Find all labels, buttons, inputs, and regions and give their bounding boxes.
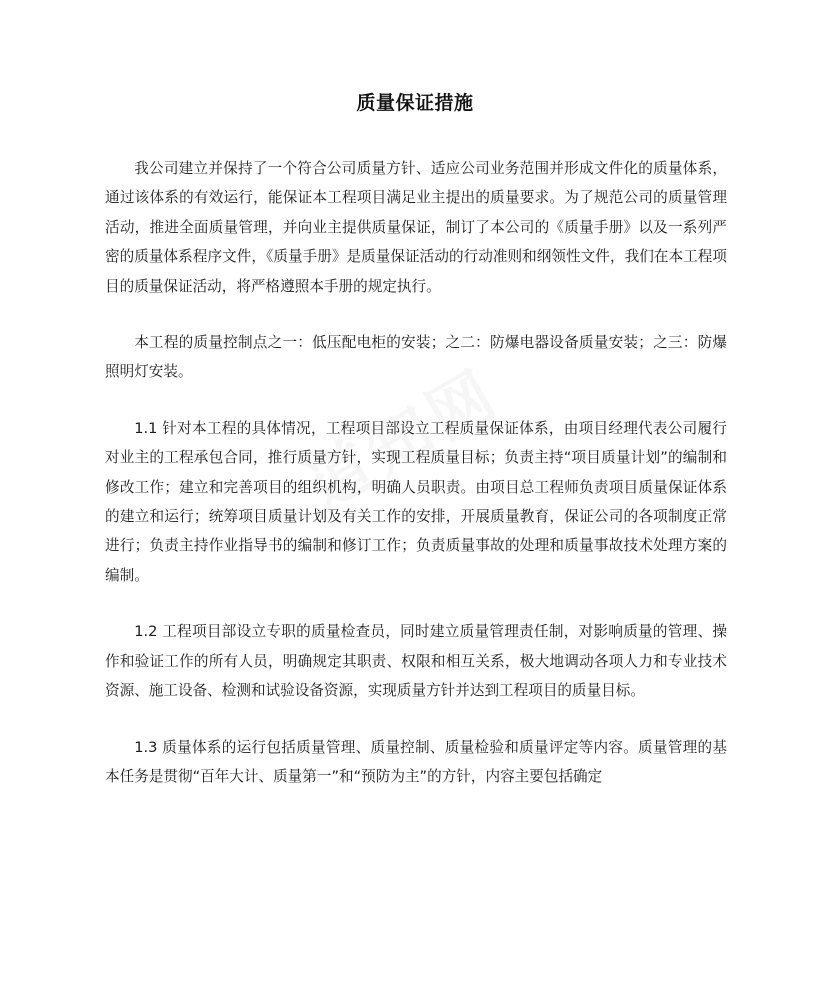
document-body (105, 154, 727, 818)
paragraph-control-points: 本工程的质量控制点之一：低压配电柜的安装；之二：防爆电器设备质量安装；之三：防爆照明灯安装。 (105, 334, 727, 381)
page-title: 质量保证措施 (356, 92, 474, 114)
paragraph-1-2: 1.2 工程项目部设立专职的质量检查员，同时建立质量管理责任制，对影响质量的管理、操作和验证工作的所有人员，明确规定其职责、权限和相互关系，极大地调动各项人力和专业技术资源、施工设备、检测和试验设备资源，实现质量方针并达到工程项目的质量目标。 (105, 623, 727, 700)
paragraph-1-1: 1.1 针对本工程的具体情况，工程项目部设立工程质量保证体系，由项目经理代表公司履行对业主的工程承包合同，推行质量方针，实现工程质量目标；负责主持“项目质量计划”的编制和修改工作；建立和完善项目的组织机构，明确人员职责。由项目总工程师负责项目质量保证体系的建立和运行；统筹项目质量计划及有关工作的安排，开展质量教育，保证公司的各项制度正常进行；负责主持作业指导书的编制和修订工作；负责质量事故的处理和质量事故技术处理方案的编制。 (105, 419, 727, 584)
paragraph-1-3: 1.3 质量体系的运行包括质量管理、质量控制、质量检验和质量评定等内容。质量管理的基本任务是贯彻“百年大计、质量第一”和“预防为主”的方针，内容主要包括确定 (105, 738, 727, 785)
paragraph-intro: 我公司建立并保持了一个符合公司质量方针、适应公司业务范围并形成文件化的质量体系，通过该体系的有效运行，能保证本工程项目满足业主提出的质量要求。为了规范公司的质量管理活动，推进全面质量管理，并向业主提供质量保证，制订了本公司的《质量手册》以及一系列严密的质量体系程序文件，《质量手册》是质量保证活动的行动准则和纲领性文件，我们在本工程项目的质量保证活动，将严格遵照本手册的规定执行。 (105, 160, 727, 295)
